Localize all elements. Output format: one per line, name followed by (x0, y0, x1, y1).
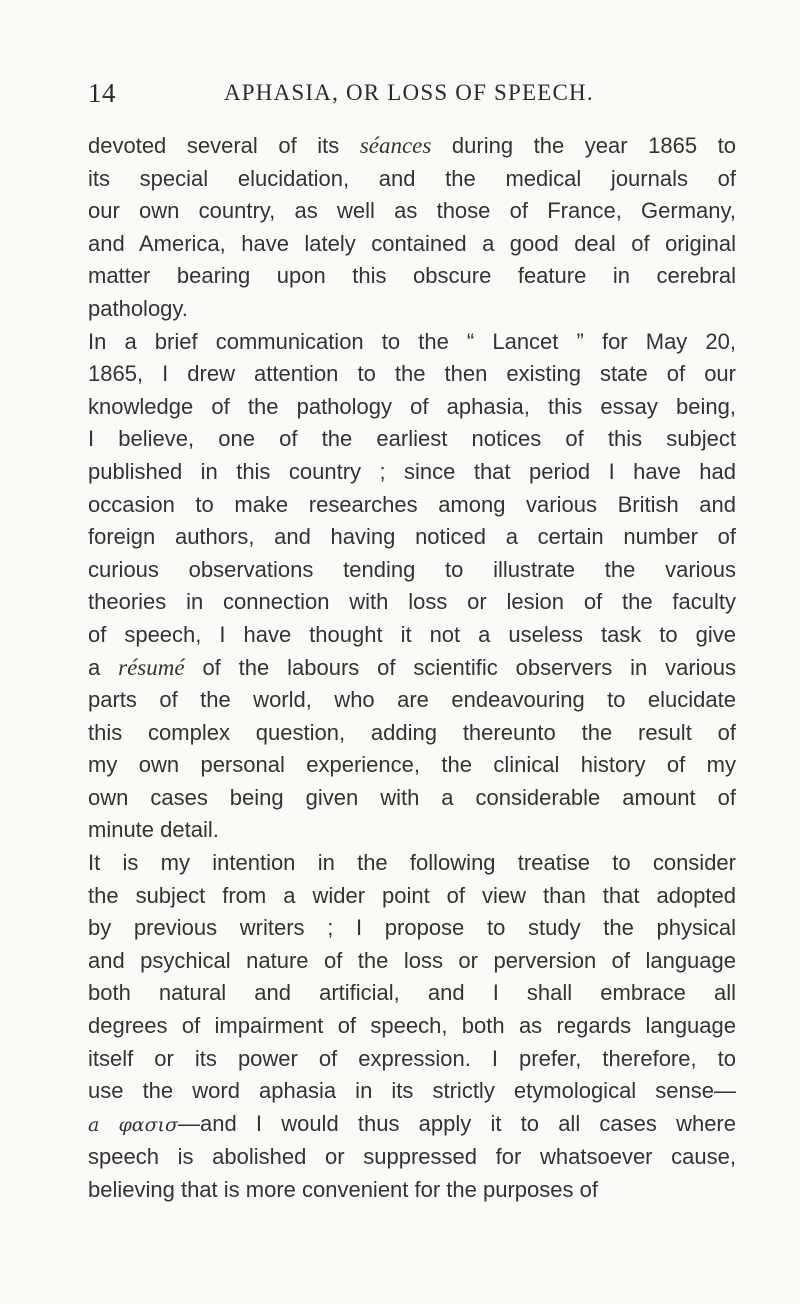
running-head: APHASIA, OR LOSS OF SPEECH. (224, 80, 594, 105)
text-line: pathology. (88, 295, 188, 321)
page-header (88, 78, 736, 114)
text-line: degrees of impairment of speech, both as regards language (88, 1013, 736, 1039)
body-text (88, 130, 736, 1207)
text-line: my own personal experience, the clinical history of my (88, 752, 736, 778)
text-line: speech is abolished or suppressed for whatsoever cause, (88, 1144, 736, 1170)
text-line: and America, have lately contained a good deal of original (88, 230, 736, 256)
text-line: occasion to make researches among various British and (88, 491, 736, 517)
text-line: minute detail. (88, 817, 219, 843)
paragraph (88, 130, 736, 326)
italic-term: séances (359, 133, 432, 158)
page-number: 14 (88, 78, 116, 108)
text-line: its special elucidation, and the medical journals of (88, 165, 736, 191)
paragraph (88, 326, 736, 848)
text-line: matter bearing upon this obscure feature in cerebral (88, 263, 736, 289)
paragraph (88, 847, 736, 1207)
text-line: theories in connection with loss or lesion of the faculty (88, 589, 736, 615)
greek-term: a φασισ (88, 1113, 178, 1136)
text-line: both natural and artificial, and I shall embrace all (88, 980, 736, 1006)
text-line: foreign authors, and having noticed a certain number of (88, 524, 736, 550)
text-line: believing that is more convenient for the purposes of (88, 1177, 598, 1202)
text-line: 1865, I drew attention to the then existing state of our (88, 361, 736, 387)
text-line: own cases being given with a considerable amount of (88, 784, 736, 810)
text-line: In a brief communication to the “ Lancet ” for May 20, (88, 328, 736, 354)
text-line: parts of the world, who are endeavouring to elucidate (88, 687, 736, 713)
text-line: knowledge of the pathology of aphasia, this essay being, (88, 393, 736, 419)
text-line: a φασισ—and I would thus apply it to all cases where (88, 1110, 736, 1136)
text-line: devoted several of its séances during the year 1865 to (88, 133, 736, 158)
text-line: I believe, one of the earliest notices of this subject (88, 426, 736, 452)
text-line: published in this country ; since that period I have had (88, 458, 736, 484)
text-line: of speech, I have thought it not a useless task to give (88, 621, 736, 647)
text-line: It is my intention in the following treatise to consider (88, 850, 736, 876)
italic-term: résumé (118, 654, 185, 680)
text-line: use the word aphasia in its strictly etymological sense— (88, 1078, 736, 1104)
text-line: by previous writers ; I propose to study the physical (88, 915, 736, 941)
text-line: our own country, as well as those of France, Germany, (88, 198, 736, 224)
text-line: the subject from a wider point of view than that adopted (88, 882, 736, 908)
text-line: this complex question, adding thereunto the result of (88, 719, 736, 745)
text-line: curious observations tending to illustrate the various (88, 556, 736, 582)
text-line: and psychical nature of the loss or perversion of language (88, 947, 736, 973)
text-line: itself or its power of expression. I prefer, therefore, to (88, 1045, 736, 1071)
text-line: a résumé of the labours of scientific observers in various (88, 654, 737, 680)
